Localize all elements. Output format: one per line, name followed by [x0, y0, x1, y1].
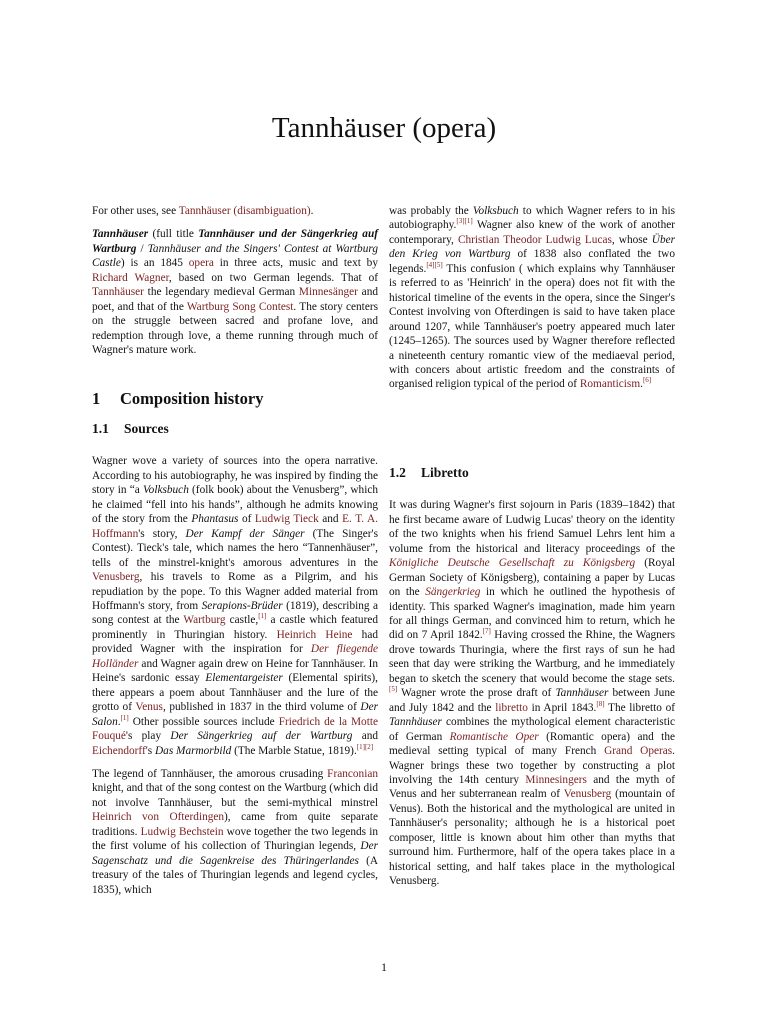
- sources-paragraph-1: Wagner wove a variety of sources into the opera narrative. According to his autobiography, he was inspired by finding the story in “a Volksbuch (folk book) about the Venusberg”, which he claimed “fell into his hands”, although he admits knowing of the story from the Phantasus of Ludwig Tieck and E. T. A. Hoffmann's story, Der Kampf der Sänger (The Singer's Contest). Tieck's tale, which names the hero “Tannenhäuser”, tells of the minstrel-knight's amorous adventures in the Venusberg, his travels to Rome as a Pilgrim, and his repudiation by the pope. To this Wagner added material from Hoffmann's story, from Serapions-Brüder (1819), describing a song contest at the Wartburg castle,[1] a castle which featured prominently in Thuringian history. Heinrich Heine had provided Wagner with the inspiration for Der fliegende Holländer and Wagner again drew on Heine for Tannhäuser. In Heine's sardonic essay Elementargeister (Elemental spirits), there appears a poem about Tannhäuser and the lure of the grotto of Venus, published in 1837 in the third volume of Der Salon.[1] Other possible sources include Friedrich de la Motte Fouqué's play Der Sängerkrieg auf der Wartburg and Eichendorff's Das Marmorbild (The Marble Statue, 1819).[1][2]: [92, 455, 379, 757]
- citation-7[interactable]: [7]: [482, 627, 491, 636]
- link-christian-lucas[interactable]: Christian Theodor Ludwig Lucas: [457, 233, 612, 246]
- link-sangerkrieg[interactable]: Sängerkrieg: [425, 586, 481, 599]
- link-venusberg-2[interactable]: Venusberg: [563, 788, 612, 801]
- link-venusberg[interactable]: Venusberg: [92, 571, 140, 584]
- sources-paragraph-2: The legend of Tannhäuser, the amorous crusading Franconian knight, and that of the song contest on the Wartburg (which did not involve Tannhäuser, but the semi-mythical minstrel Heinrich von Ofterdingen), came from quite separate traditions. Ludwig Bechstein wove together the two legends in the first volume of his collection of Thuringian legends, Der Sagenschatz und die Sagenkreise des Thüringerlandes (A treasury of the tales of Thuringian legends and legend cycles, 1835), which: [92, 767, 378, 896]
- subsection-heading-sources: 1.1 Sources: [92, 420, 169, 436]
- link-richard-wagner[interactable]: Richard Wagner: [92, 271, 169, 284]
- link-romantische-oper[interactable]: Romantische Oper: [449, 730, 539, 743]
- citation-1[interactable]: [1]: [258, 612, 267, 621]
- hatnote: For other uses, see Tannhäuser (disambiguation).: [92, 205, 314, 217]
- link-tannhauser[interactable]: Tannhäuser: [92, 286, 144, 299]
- link-eichendorff[interactable]: Eichendorff: [92, 744, 146, 757]
- link-eta-hoffmann[interactable]: E. T. A. Hoffmann: [92, 513, 379, 540]
- link-libretto[interactable]: libretto: [495, 701, 528, 714]
- link-opera[interactable]: opera: [188, 257, 214, 270]
- section-heading-composition-history: 1 Composition history: [92, 388, 264, 408]
- link-venus[interactable]: Venus: [135, 701, 163, 714]
- link-heinrich-von-ofterdingen[interactable]: Heinrich von Ofterdingen: [92, 811, 225, 824]
- citation-8[interactable]: [8]: [596, 699, 605, 708]
- link-ludwig-bechstein[interactable]: Ludwig Bechstein: [140, 825, 224, 838]
- subsection-heading-libretto: 1.2 Libretto: [389, 464, 469, 480]
- link-romanticism[interactable]: Romanticism: [579, 378, 641, 391]
- intro-paragraph: Tannhäuser (full title Tannhäuser und der Sängerkrieg auf Wartburg / Tannhäuser and the Singers' Contest at Wartburg Castle) is an 1845 opera in three acts, music and text by Richard Wagner, based on two German legends. That of Tannhäuser the legendary medieval German Minnesänger and poet, and that of the Wartburg Song Contest. The story centers on the struggle between sacred and profane love, and redemption through love, a theme running through much of Wagner's mature work.: [92, 228, 378, 357]
- link-minnesanger[interactable]: Minnesänger: [298, 286, 358, 299]
- citation-5[interactable]: [5]: [389, 685, 398, 694]
- disambiguation-link[interactable]: Tannhäuser (disambiguation): [178, 205, 311, 217]
- libretto-paragraph: It was during Wagner's first sojourn in Paris (1839–1842) that he first became aware of Ludwig Lucas' theory on the identity of the two knights when his friend Samuel Lehrs lent him a volume from the historical and literacy proceedings of the Königliche Deutsche Gesellschaft zu Königsberg (Royal German Society of Königsberg), containing a paper by Lucas on the Sängerkrieg in which he outlined the hypothesis of identity. This sparked Wagner's imagination, made him yearn for all things German, and convinced him to return, which he did on 7 April 1842.[7] Having crossed the Rhine, the Wagners drove towards Thuringia, where the first rays of sun he had seen that day were striking the Wartburg, and he immediately began to sketch the scenery that would become the stage sets.[5] Wagner wrote the prose draft of Tannhäuser between June and July 1842 and the libretto in April 1843.[8] The libretto of Tannhäuser combines the mythological element characteristic of German Romantische Oper (Romantic opera) and the medieval setting typical of many French Grand Operas. Wagner brings these two together by constructing a plot involving the 14th century Minnesingers and the myth of Venus and her subterranean realm of Venusberg (mountain of Venus). Both the historical and the mythological are united in Tannhäuser's personality; although he is a historical poet composer, little is known about him other than myths that surround him. Furthermore, half of the opera takes place in a historical setting, and half takes place in the mythological Venusberg.: [389, 499, 676, 888]
- link-wartburg[interactable]: Wartburg: [183, 614, 226, 627]
- link-wartburg-song-contest[interactable]: Wartburg Song Contest: [186, 300, 294, 313]
- link-franconian[interactable]: Franconian: [327, 767, 378, 780]
- page-title: Tannhäuser (opera): [271, 112, 497, 144]
- sources-paragraph-3: was probably the Volksbuch to which Wagner refers to in his autobiography.[3][1] Wagner also knew of the work of another contemporary, Christian Theodor Ludwig Lucas, whose Über den Krieg von Wartburg of 1838 also conflated the two legends.[4][5] This confusion ( which explains why Tannhäuser is referred to as 'Heinrich' in the opera) does not fit with the historical timeline of the events in the opera, since the Singer's Contest involving von Ofterdingen is said to have taken place around 1207, while Tannhäuser's poetry appeared much later (1245–1265). The sources used by Wagner therefore reflected a nineteenth century romantic view of the mediaeval period, with concers about artistic freedom and the constraints of organised religion typical of the period of Romanticism.[6]: [389, 205, 675, 391]
- citation-1-2[interactable]: [1][2]: [356, 742, 374, 751]
- link-konigliche-gesellschaft[interactable]: Königliche Deutsche Gesellschaft zu Königsberg: [389, 557, 636, 570]
- right-column: [389, 204, 675, 898]
- column-gap: [389, 401, 675, 454]
- citation-4-5[interactable]: [4][5]: [426, 261, 443, 270]
- page-number: 1: [381, 960, 387, 974]
- link-minnesingers[interactable]: Minnesingers: [525, 773, 587, 786]
- link-grand-operas[interactable]: Grand Operas: [604, 745, 673, 758]
- link-fouque[interactable]: Friedrich de la Motte Fouqué: [92, 715, 378, 743]
- link-der-fliegende-hollander[interactable]: Der fliegende Holländer: [92, 643, 378, 670]
- link-heinrich-heine[interactable]: Heinrich Heine: [276, 628, 353, 641]
- citation-3-1[interactable]: [3][1]: [456, 217, 473, 226]
- link-ludwig-tieck[interactable]: Ludwig Tieck: [254, 513, 319, 526]
- left-column: [92, 204, 378, 906]
- citation-1b[interactable]: [1]: [120, 713, 129, 722]
- citation-6[interactable]: [6]: [642, 376, 652, 385]
